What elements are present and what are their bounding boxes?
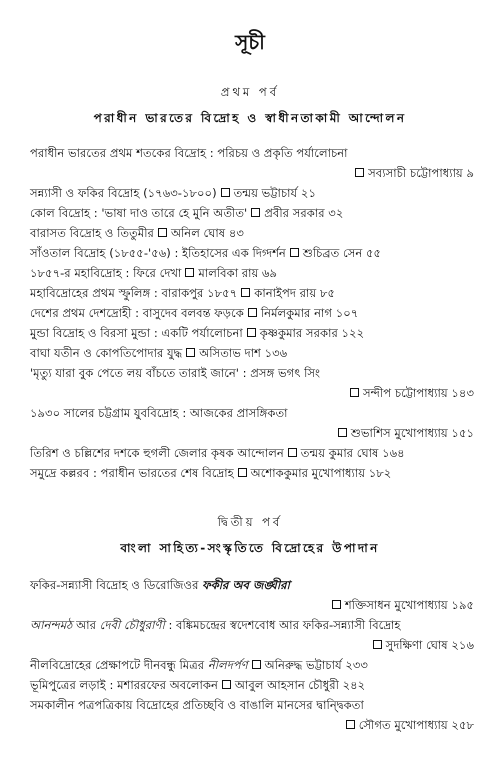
toc-entry [30,577,474,593]
toc-entry [30,405,474,421]
entry-title: ফকির-সন্ন্যাসী বিদ্রোহ ও ডিরোজিওর [30,578,203,592]
entry-title-italic: নীলদর্পণ [207,658,248,672]
entry-page: ১০৭ [335,306,359,320]
entry-title: সাঁওতাল বিদ্রোহ (১৮৫৫-'৫৬) : ইতিহাসের এক দিগ্দর্শন [30,246,286,260]
toc-entry [30,325,474,341]
toc-entry [30,245,474,261]
toc-entry-author-line [30,717,474,736]
entry-title: দেশের প্রথম দেশদ্রোহী : বাসুদেব বলবন্ত ফড়কে [30,306,244,320]
square-bullet-icon [248,308,257,317]
entry-title: ১৯৩০ সালের চট্টগ্রাম যুববিদ্রোহ : আজকের প্রাসঙ্গিকতা [30,406,288,420]
toc-entry [30,145,474,161]
square-bullet-icon [373,640,382,649]
toc-entry [30,205,474,221]
entry-title: নীলবিদ্রোহের প্রেক্ষাপটে দীনবন্ধু মিত্রর [30,658,208,672]
toc-entry [30,677,474,693]
part-one-label: প্রথম পর্ব [220,85,280,99]
entry-page: ৩২ [328,206,344,220]
toc-entry-author-line [30,597,474,616]
part-one-heading: পরাধীন ভারতের বিদ্রোহ ও স্বাধীনতাকামী আন্দোলন [93,111,407,125]
entry-page: ১৫১ [451,426,474,440]
entry-author: তন্ময় কুমার ঘোষ [300,446,379,460]
square-bullet-icon [238,468,247,477]
entry-page: ৪৩ [228,226,244,240]
entry-page: ৫৫ [366,246,382,260]
square-bullet-icon [186,348,195,357]
entry-title: ভূমিপুত্রের লড়াই : মশাররফের অবলোকন [30,678,218,692]
entry-page: ১৮২ [368,466,392,480]
square-bullet-icon [332,600,341,609]
square-bullet-icon [158,228,167,237]
entry-page: ২১ [300,186,316,200]
entry-author: সন্দীপ চট্টোপাধ্যায় [363,386,448,400]
entry-title: কোল বিদ্রোহ : 'ভাষা দাও তারে হে মুনি অতীত' [30,206,248,220]
entry-title: মুন্ডা বিদ্রোহ ও বিরসা মুন্ডা : একটি পর্যালোচনা [30,326,243,340]
toc-entry [30,345,474,361]
entry-title-italic: ফকীর অব জঙ্ঘীরা [202,578,290,592]
toc-entry-author-line [30,165,474,184]
entry-page: ৮৫ [319,286,335,300]
square-bullet-icon [338,428,347,437]
entry-page: ১৪৩ [451,386,474,400]
entry-author: সুদক্ষিণা ঘোষ [385,638,448,652]
square-bullet-icon [247,328,256,337]
entry-page: ৯ [466,166,474,180]
square-bullet-icon [241,288,250,297]
entry-author: কৃষ্ণকুমার সরকার [259,326,338,340]
toc-entry [30,365,474,381]
square-bullet-icon [222,680,231,689]
entry-page: ২৪২ [342,678,366,692]
toc-entry [30,265,474,281]
entry-title: সমকালীন পত্রপত্রিকায় বিদ্রোহের প্রতিচ্ছবি ও বাঙালি মানসের দ্বান্দ্বিকতা [30,698,364,712]
toc-entry-author-line [30,637,474,656]
toc-entry [30,697,474,713]
entry-author: তন্ময় ভট্টাচার্য [233,186,298,200]
entry-author: কানাইপদ রায় [254,286,317,300]
entry-author: অশোককুমার মুখোপাধ্যায় [250,466,366,480]
toc-entry [30,617,474,633]
entry-title: তিরিশ ও চল্লিশের দশকে হুগলী জেলার কৃষক আন্দোলন [30,446,284,460]
toc-entry [30,185,474,201]
entry-page: ১৬৪ [382,446,405,460]
entry-author: মালবিকা রায় [198,266,259,280]
entry-author: আবুল আহসান চৌধুরী [234,678,339,692]
entry-author: শুচিব্রত সেন [302,246,363,260]
entry-author: অসিতাভ দাশ [199,346,261,360]
entry-author: অনিল ঘোষ [170,226,226,240]
entry-title: সমুদ্রে কল্লরব : পরাধীন ভারতের শেষ বিদ্রোহ [30,466,234,480]
entry-author: শুভাশিস মুখোপাধ্যায় [350,426,448,440]
entry-page: ২৩৩ [345,658,368,672]
toc-entry [30,465,474,481]
square-bullet-icon [221,188,230,197]
toc-entry-author-line [30,425,474,444]
square-bullet-icon [355,168,364,177]
entry-title: পরাধীন ভারতের প্রথম শতকের বিদ্রোহ : পরিচয় ও প্রকৃতি পর্যালোচনা [30,146,348,160]
part-two-heading: বাংলা সাহিত্য-সংস্কৃতিতে বিদ্রোহের উপাদান [120,541,380,555]
entry-title-italic: আনন্দমঠ [30,618,73,632]
entry-title: : বঙ্কিমচন্দ্রের স্বদেশবোধ আর ফকির-সন্ন্যাসী বিদ্রোহ [164,618,401,632]
toc-entry [30,285,474,301]
entry-title-italic: দেবী চৌধুরাণী [99,618,165,632]
toc-entry [30,225,474,241]
toc-entry [30,305,474,321]
entry-author: অনিরুদ্ধ ভট্টাচার্য [264,658,342,672]
entry-page: ২১৬ [451,638,474,652]
entry-author: নির্মলকুমার নাগ [260,306,332,320]
entry-author: প্রবীর সরকার [264,206,325,220]
entry-author: সব্যসাচী চট্টোপাধ্যায় [368,166,463,180]
entry-title: 'মৃত্যু যারা বুক পেতে লয় বাঁচতে তারাই জানে' : প্রসঙ্গ ভগৎ সিং [30,366,321,380]
entry-title: ১৮৫৭-র মহাবিদ্রোহ : ফিরে দেখা [30,266,182,280]
page-title: সূচী [235,30,265,54]
square-bullet-icon [251,208,260,217]
entry-page: ৬৯ [262,266,278,280]
toc-entry [30,445,474,461]
entry-title: বারাসত বিদ্রোহ ও তিতুমীর [30,226,154,240]
entry-page: ২৫৮ [451,718,474,732]
toc-entry [30,657,474,673]
square-bullet-icon [252,660,261,669]
entry-title: আর [72,618,100,632]
entry-title: বাঘা যতীন ও কোপতিপোদার যুদ্ধ [30,346,183,360]
square-bullet-icon [350,388,359,397]
square-bullet-icon [288,448,297,457]
toc-entry-author-line [30,385,474,404]
entry-title: সন্ন্যাসী ও ফকির বিদ্রোহ (১৭৬৩-১৮০০) [30,186,217,200]
entry-page: ১৯৫ [451,598,474,612]
entry-author: শক্তিসাধন মুখোপাধ্যায় [344,598,448,612]
square-bullet-icon [185,268,194,277]
entry-title: মহাবিদ্রোহের প্রথম স্ফুলিঙ্গ : বারাকপুর ১৮৫৭ [30,286,238,300]
part-two-label: দ্বিতীয় পর্ব [217,515,283,529]
square-bullet-icon [346,720,355,729]
entry-page: ১২২ [341,326,365,340]
entry-author: সৌগত মুখোপাধ্যায় [358,718,448,732]
entry-page: ১৩৬ [264,346,288,360]
square-bullet-icon [290,248,299,257]
